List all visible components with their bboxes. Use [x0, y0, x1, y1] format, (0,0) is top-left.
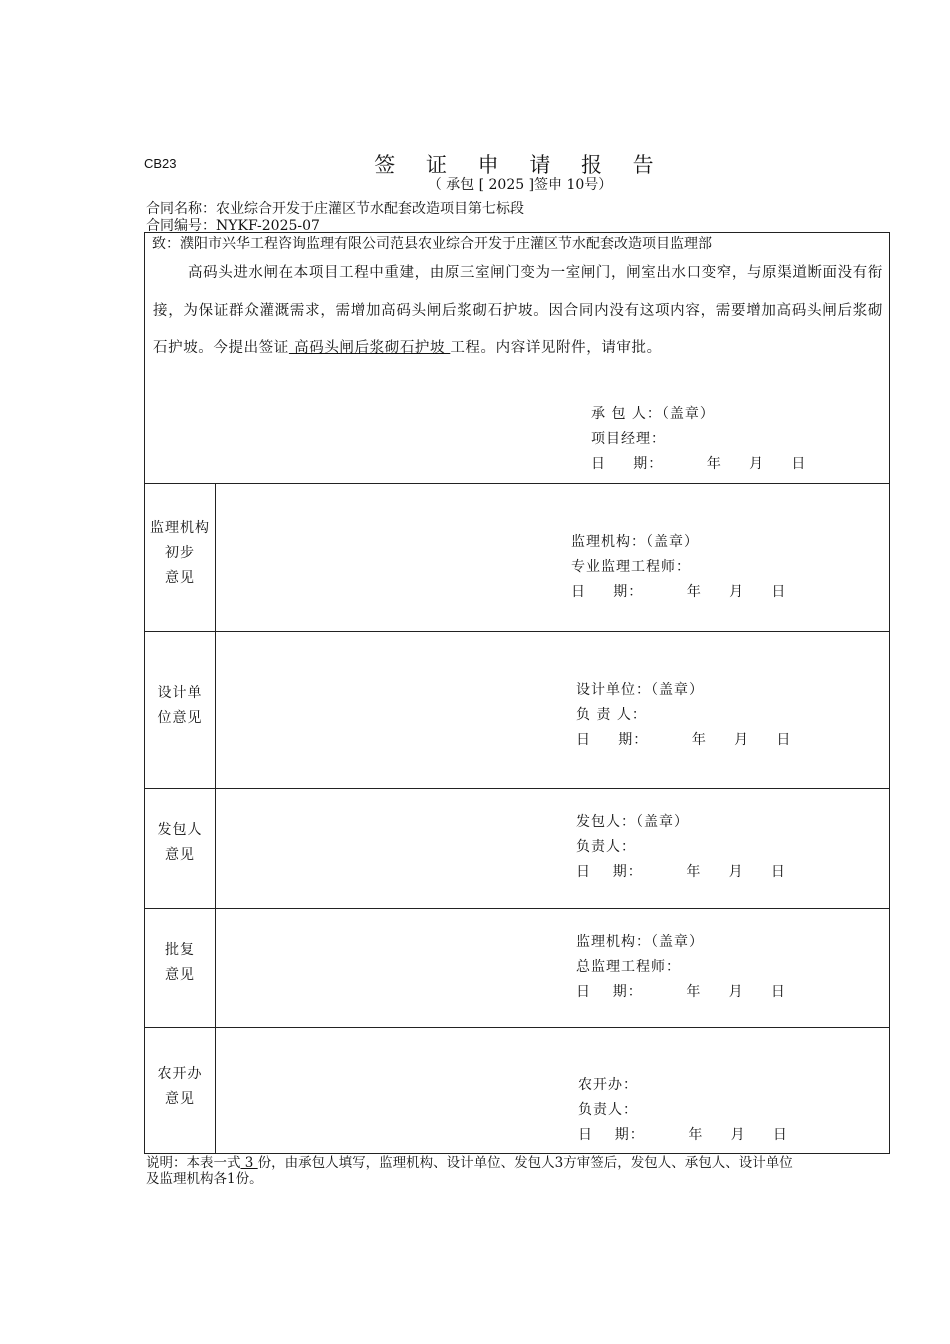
specialist-engineer: 专业监理工程师：: [571, 559, 691, 575]
employer-opinion-label: 发包人 意见: [157, 822, 203, 863]
design-signature: [576, 678, 791, 753]
chief-engineer: 总监理工程师：: [576, 959, 681, 975]
agri-office-opinion-label: 农开办 意见: [157, 1066, 203, 1107]
agri-office-name: 农开办：: [578, 1077, 638, 1093]
page-title: 签 证 申 请 报 告: [374, 153, 666, 177]
design-responsible: 负 责 人：: [576, 707, 647, 723]
row-divider: [144, 1027, 890, 1028]
employer-seal: 发包人：（盖章）: [576, 814, 689, 830]
note-text-end: 份，由承包人填写，监理机构、设计单位、发包人3方审签后，发包人、承包人、设计单位及监理机构各1份。: [146, 1155, 793, 1187]
design-opinion-label: 设计单 位意见: [157, 685, 203, 726]
agri-office-responsible: 负责人：: [578, 1102, 638, 1118]
request-body-text: 高码头进水闸在本项目工程中重建，由原三室闸门变为一室闸门，闸室出水口变窄，与原渠道断面没有衔接，为保证群众灌溉需求，需增加高码头闸后浆砌石护坡。因合同内没有这项内容，需要增加高码头闸后浆砌石护坡。今提出签证: [153, 265, 883, 356]
row-divider: [144, 483, 890, 484]
note-text: 说明：本表一式: [146, 1155, 241, 1171]
row-divider: [144, 631, 890, 632]
employer-signature: [576, 810, 786, 885]
form-code: CB23: [144, 156, 177, 171]
note-copies: 3: [240, 1155, 258, 1171]
employer-responsible: 负责人：: [576, 839, 636, 855]
approval-date: 日 期： 年 月 日: [576, 984, 786, 1000]
employer-date: 日 期： 年 月 日: [576, 864, 786, 880]
supervision-initial-date: 日 期： 年 月 日: [571, 584, 787, 600]
approval-seal: 监理机构：（盖章）: [576, 934, 704, 950]
contract-number: 合同编号：NYKF-2025-07: [146, 218, 320, 234]
design-date: 日 期： 年 月 日: [576, 732, 792, 748]
row-divider: [144, 908, 890, 909]
footer-note: [146, 1155, 806, 1187]
design-seal: 设计单位：（盖章）: [576, 682, 704, 698]
supervision-initial-signature: [571, 530, 786, 605]
supervision-initial-label: 监理机构 初步 意见: [150, 520, 210, 586]
approval-opinion-label: 批复 意见: [165, 942, 195, 983]
addressee: 致：濮阳市兴华工程咨询监理有限公司范县农业综合开发于庄灌区节水配套改造项目监理部: [152, 236, 712, 252]
document-number: （ 承包 [ 2025 ]签申 10号）: [427, 177, 613, 193]
approval-signature: [576, 930, 786, 1005]
contractor-date: 日 期： 年 月 日: [591, 456, 807, 472]
agri-office-signature: [578, 1073, 788, 1148]
request-item: 高码头闸后浆砌石护坡: [288, 340, 451, 356]
contract-name: 合同名称：农业综合开发于庄灌区节水配套改造项目第七标段: [146, 201, 524, 217]
request-body: [153, 255, 883, 368]
column-divider: [215, 483, 216, 1153]
request-body-text-end: 工程。内容详见附件，请审批。: [450, 340, 662, 356]
supervision-seal: 监理机构：（盖章）: [571, 534, 699, 550]
row-divider: [144, 788, 890, 789]
contractor-seal: 承 包 人：（盖章）: [591, 406, 715, 422]
agri-office-date: 日 期： 年 月 日: [578, 1127, 788, 1143]
contractor-signature-block: [591, 402, 806, 477]
project-manager: 项目经理：: [591, 431, 666, 447]
